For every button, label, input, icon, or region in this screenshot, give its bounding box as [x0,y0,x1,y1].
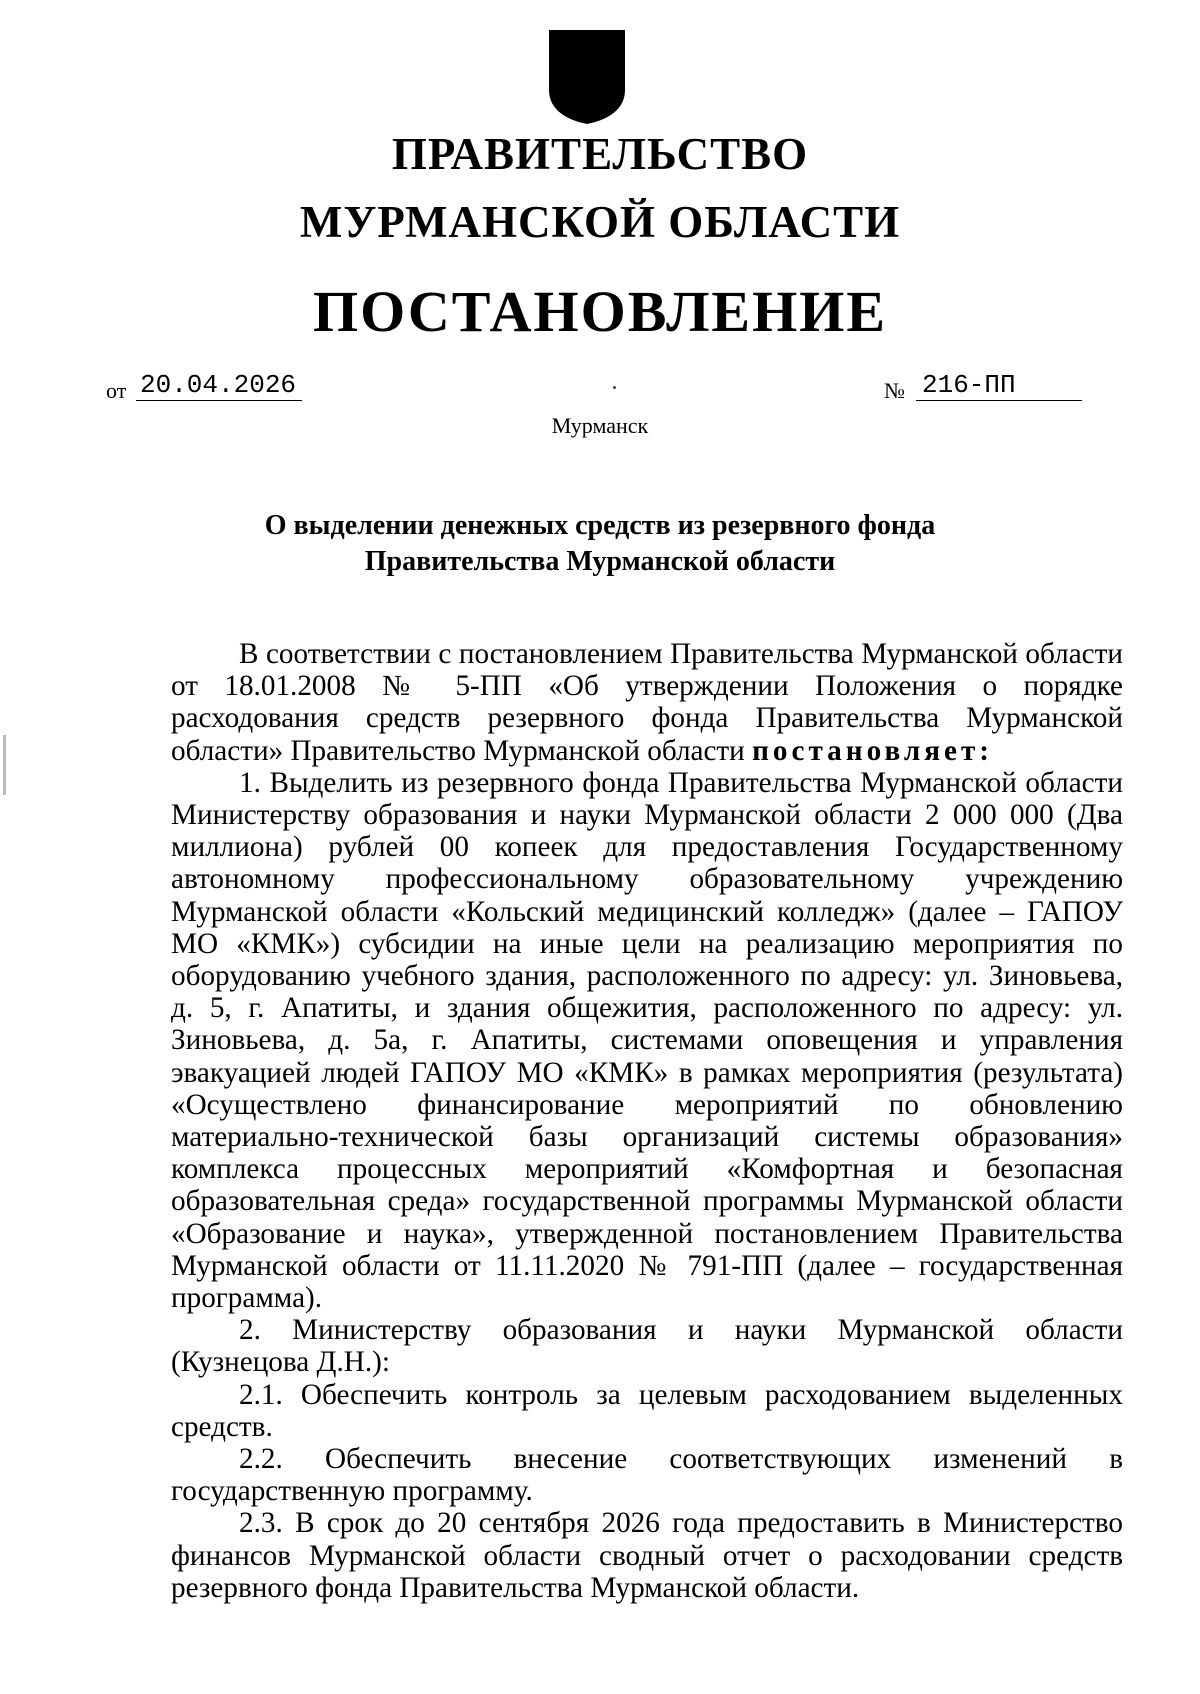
number-label: № [884,378,905,403]
scan-edge-mark [3,735,6,795]
scan-dot [613,386,616,389]
document-subject [0,508,1200,580]
org-name-line2: МУРМАНСКОЙ ОБЛАСТИ [299,197,901,247]
document-type: ПОСТАНОВЛЕНИЕ [312,279,888,344]
document-body [171,638,1123,1604]
preamble-paragraph [171,638,1123,767]
clause-2: 2. Министерству образования и науки Мурманской области (Кузнецова Д.Н.): [171,1314,1123,1379]
org-name-line1: ПРАВИТЕЛЬСТВО [391,129,809,179]
clause-2-2: 2.2. Обеспечить внесение соответствующих изменений в государственную программу. [171,1443,1123,1508]
clause-1: 1. Выделить из резервного фонда Правительства Мурманской области Министерству образования и науки Мурманской области 2 000 000 (Два миллиона) рублей 00 копеек для предоставления Государственному автономному профессиональному образовательному учреждению Мурманской области «Кольский медицинский колледж» (далее – ГАПОУ МО «КМК») субсидии на иные цели на реализацию мероприятия по оборудованию учебного здания, расположенного по адресу: ул. Зиновьева, д. 5, г. Апатиты, и здания общежития, расположенного по адресу: ул. Зиновьева, д. 5а, г. Апатиты, системами оповещения и управления эвакуацией людей ГАПОУ МО «КМК» в рамках мероприятия (результата) «Осуществлено финансирование мероприятий по обновлению материально-технической базы организаций системы образования» комплекса процессных мероприятий «Комфортная и безопасная образовательная среда» государственной программы Мурманской области «Образование и наука», утвержденной постановлением Правительства Мурманской области от 11.11.2020 № 791-ПП (далее – государственная программа). [171,766,1123,1315]
date-label: от [106,378,127,403]
document-number: 216-ПП [916,370,1082,401]
decree-word: постановляет: [752,734,994,767]
subject-line2: Правительства Мурманской области [364,546,836,577]
clause-2-1: 2.1. Обеспечить контроль за целевым расходованием выделенных средств. [171,1378,1123,1443]
subject-line1: О выделении денежных средств из резервного фонда [264,510,936,541]
preamble-text: В соответствии с постановлением Правительства Мурманской области от 18.01.2008 № 5-ПП «Об утверждении Положения о порядке расходования средств резервного фонда Правительства Мурманской области» Правительство Мурманской области [171,638,1123,767]
document-date: 20.04.2026 [136,370,302,401]
coat-of-arms-icon [547,28,627,126]
city: Мурманск [551,413,649,438]
clause-2-3: 2.3. В срок до 20 сентября 2026 года предоставить в Министерство финансов Мурманской области сводный отчет о расходовании средств резервного фонда Правительства Мурманской области. [171,1507,1123,1604]
